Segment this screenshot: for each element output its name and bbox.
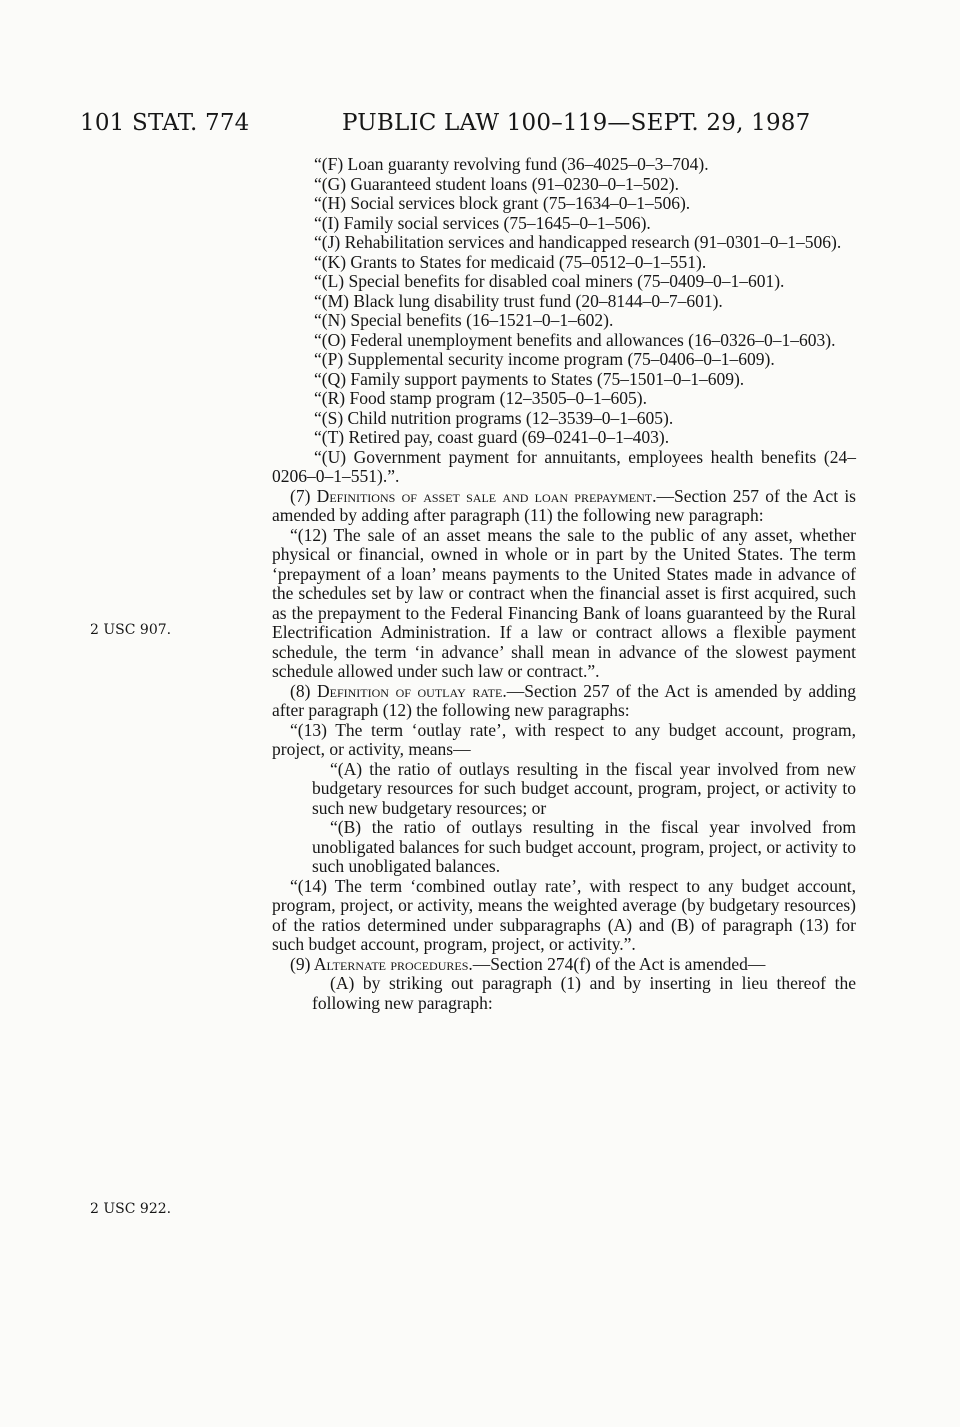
section-8-heading: (8) Definition of outlay rate. [290, 680, 507, 701]
list-item-N: “(N) Special benefits (16–1521–0–1–602). [314, 310, 614, 330]
section-7-heading: (7) Definitions of asset sale and loan prepayment. [290, 485, 657, 506]
list-item-J: “(J) Rehabilitation services and handicapped research (91–0301–0–1–506). [314, 232, 842, 252]
list-item-T: “(T) Retired pay, coast guard (69–0241–0–1–403). [314, 427, 670, 447]
margin-note-2-usc-907: 2 USC 907. [90, 622, 172, 638]
list-item-O: “(O) Federal unemployment benefits and allowances (16–0326–0–1–603). [314, 329, 836, 350]
list-item-F: “(F) Loan guaranty revolving fund (36–4025–0–3–704). [314, 154, 709, 174]
list-item-I: “(I) Family social services (75–1645–0–1–506). [314, 212, 651, 233]
list-item-L-text: “(L) Special benefits for disabled coal miners (75–0409–0–1–601). [314, 271, 785, 291]
list-item-S: “(S) Child nutrition programs (12–3539–0–1–605). [314, 407, 674, 428]
section-8-para-13B: “(B) the ratio of outlays resulting in the fiscal year involved from unobligated balances for such budget account, program, project, or activity to such unobligated balances. [312, 817, 856, 876]
list-item-Q: “(Q) Family support payments to States (75–1501–0–1–609). [314, 368, 745, 389]
section-9-para-A: (A) by striking out paragraph (1) and by inserting in lieu thereof the following new paragraph: [312, 973, 856, 1013]
section-9-heading: (9) Alternate procedures. [290, 953, 473, 974]
section-7-para-12: “(12) The sale of an asset means the sale to the public of any asset, whether physical or financial, owned in whole or in part by the United States. The term ‘prepayment of a loan’ means payments to the United States made in advance of the schedules set by law or contract when the financial asset is first acquired, such as the prepayment to the Federal Financing Bank of loans guaranteed by the Rural Electrification Administration. If a law or contract allows a flexible payment schedule, the term ‘in advance’ shall mean in advance of the slowest payment schedule allowed under such law or contract.”. [272, 524, 856, 681]
section-8-para-13A: “(A) the ratio of outlays resulting in the fiscal year involved from new budgetary resources for such budget account, program, project, or activity to such new budgetary resources; or [312, 758, 856, 818]
list-item-K: “(K) Grants to States for medicaid (75–0512–0–1–551). [314, 251, 707, 272]
document-body [272, 155, 856, 1013]
section-9-text: —Section 274(f) of the Act is amended— [472, 953, 766, 974]
list-item-R: “(R) Food stamp program (12–3505–0–1–605). [314, 388, 647, 408]
section-9-paragraph [272, 955, 856, 975]
list-item-G: “(G) Guaranteed student loans (91–0230–0–1–502). [314, 173, 679, 194]
section-7-text: —Section 257 of the Act is amended by adding after paragraph (11) the following new paragraph: [272, 485, 856, 525]
margin-note-2-usc-922: 2 USC 922. [90, 1201, 172, 1217]
section-8-para-14: “(14) The term ‘combined outlay rate’, with respect to any budget account, program, project, or activity, means the weighted average (by budgetary resources) of the ratios determined under subparagraphs (A) and (B) of paragraph (13) for such budget account, program, project, or activity.”. [272, 875, 856, 954]
running-header-title: PUBLIC LAW 100–119—SEPT. 29, 1987 [342, 110, 811, 136]
list-item-M: “(M) Black lung disability trust fund (20–8144–0–7–601). [314, 290, 723, 311]
list-item-H: “(H) Social services block grant (75–1634–0–1–506). [314, 193, 691, 213]
section-8-paragraph [272, 682, 856, 721]
section-7-paragraph [272, 487, 856, 526]
list-item-L [314, 272, 856, 292]
list-item-P: “(P) Supplemental security income program (75–0406–0–1–609). [314, 349, 775, 369]
list-item-U: “(U) Government payment for annuitants, employees health benefits (24–0206–0–1–551).”. [272, 446, 856, 486]
section-8-text: —Section 257 of the Act is amended by adding after paragraph (12) the following new paragraphs: [272, 680, 856, 720]
statute-page-number: 101 STAT. 774 [80, 110, 250, 136]
section-8-para-13: “(13) The term ‘outlay rate’, with respect to any budget account, program, project, or activity, means— [272, 719, 856, 759]
